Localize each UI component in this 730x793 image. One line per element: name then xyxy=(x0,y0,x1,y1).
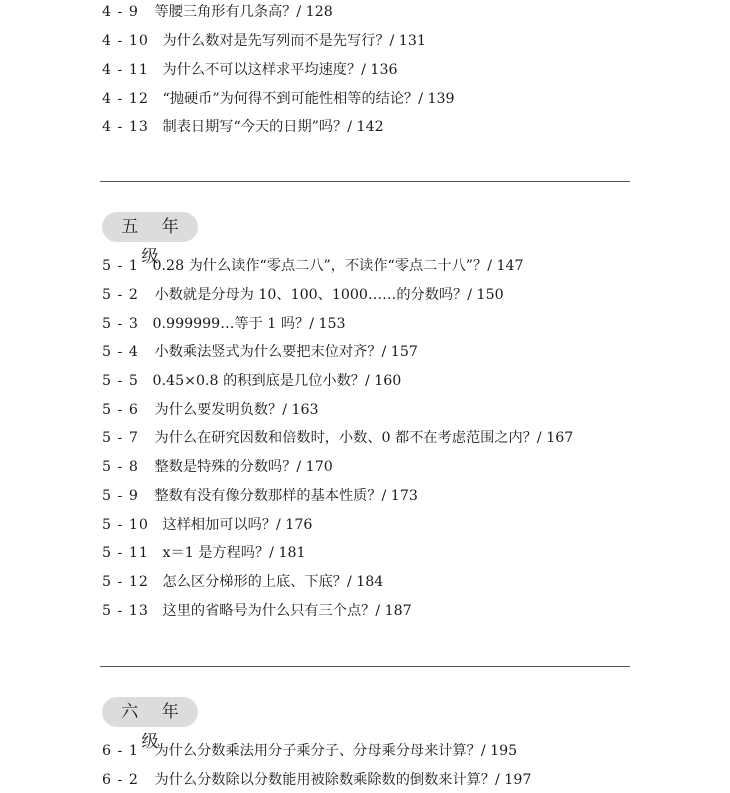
entry-title: “抛硬币”为何得不到可能性相等的结论？/ 139 xyxy=(162,91,455,107)
entry-title: 整数有没有像分数那样的基本性质？/ 173 xyxy=(154,488,418,504)
entry-number: 4 - 10 xyxy=(102,33,149,49)
entry-title: 为什么要发明负数？/ 163 xyxy=(154,402,319,418)
toc-entry[interactable] xyxy=(102,285,504,305)
toc-entry[interactable] xyxy=(102,486,418,506)
entry-title: 为什么在研究因数和倍数时，小数、0 都不在考虑范围之内？/ 167 xyxy=(154,430,574,446)
entry-title: 整数是特殊的分数吗？/ 170 xyxy=(154,459,333,475)
toc-entry[interactable] xyxy=(102,31,426,51)
entry-title: 为什么数对是先写列而不是先写行？/ 131 xyxy=(162,33,426,49)
entry-number: 5 - 3 xyxy=(102,316,139,332)
entry-title: 0.28 为什么读作“零点二八”，不读作“零点二十八”？/ 147 xyxy=(152,258,524,274)
entry-number: 5 - 12 xyxy=(102,574,149,590)
toc-entry[interactable] xyxy=(102,89,455,109)
entry-title: 制表日期写“今天的日期”吗？/ 142 xyxy=(162,119,384,135)
entry-title: 这里的省略号为什么只有三个点？/ 187 xyxy=(162,603,412,619)
entry-title: 等腰三角形有几条高？/ 128 xyxy=(154,4,333,20)
toc-entry[interactable] xyxy=(102,543,306,563)
entry-number: 4 - 9 xyxy=(102,4,139,20)
entry-title: 怎么区分梯形的上底、下底？/ 184 xyxy=(162,574,384,590)
toc-entry[interactable] xyxy=(102,60,398,80)
toc-entry[interactable] xyxy=(102,400,319,420)
entry-number: 4 - 12 xyxy=(102,91,149,107)
entry-number: 5 - 11 xyxy=(102,545,149,561)
entry-number: 5 - 7 xyxy=(102,430,139,446)
toc-entry[interactable] xyxy=(102,572,383,592)
toc-entry[interactable] xyxy=(102,371,401,391)
toc-entry[interactable] xyxy=(102,2,333,22)
entry-title: 0.999999…等于 1 吗？/ 153 xyxy=(152,316,346,332)
entry-title: 小数就是分母为 10、100、1000……的分数吗？/ 150 xyxy=(154,287,504,303)
section-divider xyxy=(100,666,630,667)
entry-number: 6 - 1 xyxy=(102,743,139,759)
section-divider xyxy=(100,181,630,182)
toc-entry[interactable] xyxy=(102,256,524,276)
entry-number: 6 - 2 xyxy=(102,772,139,788)
grade-label: 五 年 级 xyxy=(121,217,188,267)
toc-entry[interactable] xyxy=(102,515,312,535)
entry-title: 这样相加可以吗？/ 176 xyxy=(162,517,313,533)
entry-title: 小数乘法竖式为什么要把末位对齐？/ 157 xyxy=(154,344,418,360)
toc-entry[interactable] xyxy=(102,314,346,334)
entry-title: 为什么分数乘法用分子乘分子、分母乘分母来计算？/ 195 xyxy=(154,743,518,759)
entry-number: 5 - 6 xyxy=(102,402,139,418)
entry-number: 5 - 5 xyxy=(102,373,139,389)
entry-number: 4 - 11 xyxy=(102,62,149,78)
entry-number: 5 - 8 xyxy=(102,459,139,475)
grade-label: 六 年 级 xyxy=(121,702,188,752)
entry-number: 4 - 13 xyxy=(102,119,149,135)
toc-entry[interactable] xyxy=(102,342,418,362)
entry-number: 5 - 10 xyxy=(102,517,149,533)
toc-entry[interactable] xyxy=(102,457,333,477)
toc-entry[interactable] xyxy=(102,117,384,137)
toc-entry[interactable] xyxy=(102,770,531,790)
entry-number: 5 - 1 xyxy=(102,258,139,274)
entry-title: x＝1 是方程吗？/ 181 xyxy=(162,545,306,561)
entry-number: 5 - 2 xyxy=(102,287,139,303)
entry-title: 为什么不可以这样求平均速度？/ 136 xyxy=(162,62,398,78)
entry-title: 为什么分数除以分数能用被除数乘除数的倒数来计算？/ 197 xyxy=(154,772,532,788)
entry-number: 5 - 4 xyxy=(102,344,139,360)
entry-number: 5 - 13 xyxy=(102,603,149,619)
toc-entry[interactable] xyxy=(102,601,412,621)
entry-title: 0.45×0.8 的积到底是几位小数？/ 160 xyxy=(152,373,402,389)
toc-entry[interactable] xyxy=(102,741,517,761)
entry-number: 5 - 9 xyxy=(102,488,139,504)
toc-entry[interactable] xyxy=(102,428,573,448)
